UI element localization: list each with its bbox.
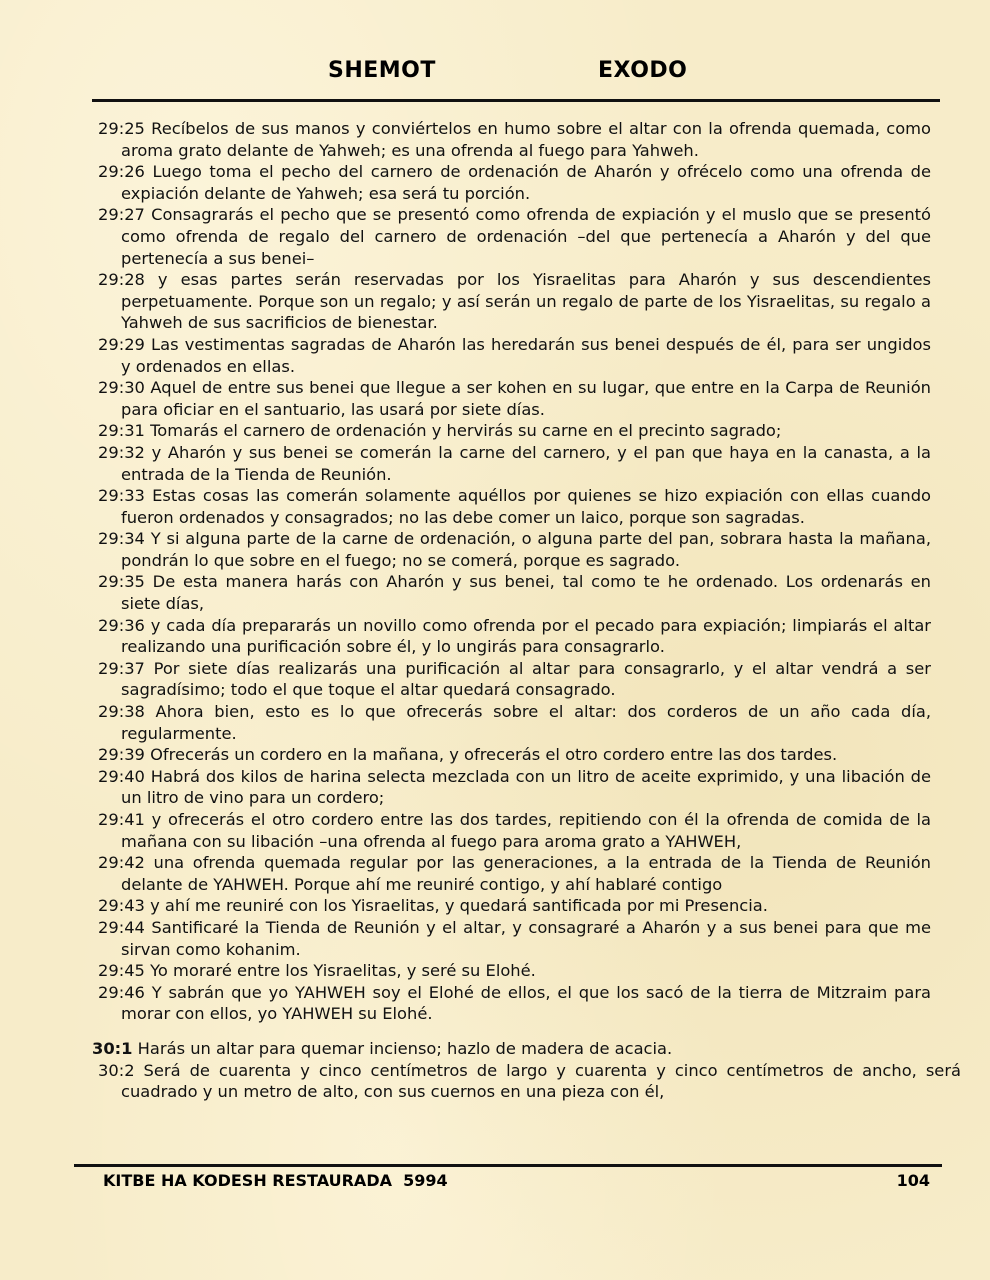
footer-divider [74, 1164, 942, 1167]
chapter-gap [98, 1025, 931, 1038]
verse-29-29: 29:29 Las vestimentas sagradas de Aharón las heredarán sus benei después de él, para ser ungidos y ordenados en ellas. [98, 334, 931, 376]
page-number: 104 [896, 1171, 930, 1190]
verse-29-28: 29:28 y esas partes serán reservadas por los Yisraelitas para Aharón y sus descendientes perpetuamente. Porque son un regalo; y así serán un regalo de parte de los Yisraelitas, su regalo a Yahweh de sus sacrificios de bienestar. [98, 270, 931, 333]
verse-29-45: 29:45 Yo moraré entre los Yisraelitas, y seré su Elohé. [98, 961, 536, 981]
verse-30-2: 30:2 Será de cuarenta y cinco centímetros de largo y cuarenta y cinco centímetros de ancho, será cuadrado y un metro de alto, con sus cuernos en una pieza con él, [98, 1060, 961, 1102]
verse-29-27: 29:27 Consagrarás el pecho que se presentó como ofrenda de expiación y el muslo que se presentó como ofrenda de regalo del carnero de ordenación –del que pertenecía a Aharón y del que pertenecía a sus benei– [98, 205, 931, 268]
verse-29-31: 29:31 Tomarás el carnero de ordenación y hervirás su carne en el precinto sagrado; [98, 421, 782, 441]
page-header [92, 58, 940, 98]
chapter-verse-text: Harás un altar para quemar incienso; hazlo de madera de acacia. [132, 1038, 673, 1058]
verse-29-37: 29:37 Por siete días realizarás una purificación al altar para consagrarlo, y el altar vendrá a ser sagradísimo; todo el que toque el altar quedará consagrado. [98, 658, 931, 700]
verse-29-40: 29:40 Habrá dos kilos de harina selecta mezclada con un litro de aceite exprimido, y una libación de un litro de vino para un cordero; [98, 766, 931, 808]
verse-29-42: 29:42 una ofrenda quemada regular por las generaciones, a la entrada de la Tienda de Reunión delante de YAHWEH. Porque ahí me reuniré contigo, y ahí hablaré contigo [98, 853, 931, 894]
verse-29-38: 29:38 Ahora bien, esto es lo que ofrecerás sobre el altar: dos corderos de un año cada día, regularmente. [98, 702, 931, 743]
verse-29-39: 29:39 Ofrecerás un cordero en la mañana, y ofrecerás el otro cordero entre las dos tardes. [98, 745, 838, 765]
verse-29-36: 29:36 y cada día prepararás un novillo como ofrenda por el pecado para expiación; limpiarás el altar realizando una purificación sobre él, y lo ungirás para consagrarlo. [98, 615, 931, 657]
book-title-spanish: EXODO [598, 58, 688, 83]
verse-29-25: 29:25 Recíbelos de sus manos y conviértelos en humo sobre el altar con la ofrenda quemada, como aroma grato delante de Yahweh; es una ofrenda al fuego para Yahweh. [98, 119, 931, 160]
verse-29-32: 29:32 y Aharón y sus benei se comerán la carne del carnero, y el pan que haya en la canasta, a la entrada de la Tienda de Reunión. [98, 442, 931, 484]
verse-29-43: 29:43 y ahí me reuniré con los Yisraelitas, y quedará santificada por mi Presencia. [98, 896, 768, 916]
verse-29-26: 29:26 Luego toma el pecho del carnero de ordenación de Aharón y ofrécelo como una ofrenda de expiación delante de Yahweh; esa será tu porción. [98, 162, 931, 203]
verse-29-46: 29:46 Y sabrán que yo YAHWEH soy el Elohé de ellos, el que los sacó de la tierra de Mitzraim para morar con ellos, yo YAHWEH su Elohé. [98, 982, 931, 1024]
book-title-hebrew: SHEMOT [328, 58, 436, 83]
verse-29-35: 29:35 De esta manera harás con Aharón y sus benei, tal como te he ordenado. Los ordenarás en siete días, [98, 572, 931, 614]
header-divider [92, 99, 940, 102]
verse-29-30: 29:30 Aquel de entre sus benei que llegue a ser kohen en su lugar, que entre en la Carpa de Reunión para oficiar en el santuario, las usará por siete días. [98, 378, 931, 419]
footer-title: KITBE HA KODESH RESTAURADA 5994 [103, 1171, 448, 1190]
chapter-number: 30:1 [92, 1038, 133, 1058]
chapter-30-verse-1 [92, 1038, 931, 1060]
verse-29-41: 29:41 y ofrecerás el otro cordero entre las dos tardes, repitiendo con él la ofrenda de comida de la mañana con su libación –una ofrenda al fuego para aroma grato a YAHWEH, [98, 810, 931, 851]
verse-29-44: 29:44 Santificaré la Tienda de Reunión y el altar, y consagraré a Aharón y a sus benei para que me sirvan como kohanim. [98, 917, 931, 959]
verse-29-33: 29:33 Estas cosas las comerán solamente aquéllos por quienes se hizo expiación con ellas cuando fueron ordenados y consagrados; no las debe comer un laico, porque son sagradas. [98, 486, 931, 527]
verse-29-34: 29:34 Y si alguna parte de la carne de ordenación, o alguna parte del pan, sobrara hasta la mañana, pondrán lo que sobre en el fuego; no se comerá, porque es sagrado. [98, 529, 931, 570]
page-body [92, 118, 961, 1103]
